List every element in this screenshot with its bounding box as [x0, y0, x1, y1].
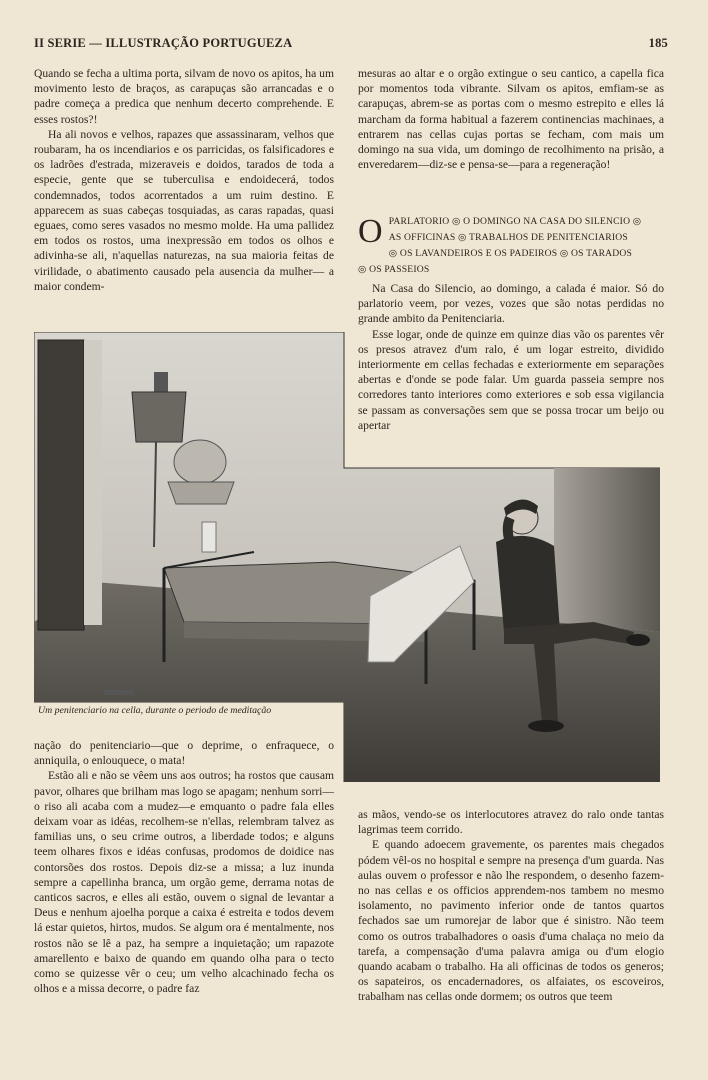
column-right-bottom: [358, 807, 664, 1067]
paragraph: Ha ali novos e velhos, rapazes que assassinaram, velhos que roubaram, ha os incendiarios e os parricidas, os falsificadores e os ladrões d'estrada, mizeraveis e doidos, tarados de toda a especie, gente que se tuberculisa e endoidecerá, todos condemnados, todos acorrentados a um ruim destino. E apparecem as suas cabeças tosquiadas, as caras rapadas, quasi eguaes, como seres vasados no mesmo molde. Ha uma pallidez em todos os rostos, uma inexpressão em todos os olhos e adivinha-se ali, n'aquellas naturezas, na sua maioria feitas de virilidade, o abatimento causado pela ausencia da mulher— a maior condem-: [34, 127, 334, 293]
illustration-caption: Um penitenciario na cella, durante o periodo de meditação: [38, 705, 272, 716]
drop-cap: O: [358, 213, 383, 250]
summary-line: ◎ OS LAVANDEIROS E OS PADEIROS ◎ OS TARADOS: [388, 248, 633, 259]
summary-line: PARLATORIO ◎ O DOMINGO NA CASA DO SILENCIO ◎: [388, 216, 642, 227]
column-left-bottom: [34, 738, 334, 1058]
running-title: II SERIE — ILLUSTRAÇÃO PORTUGUEZA: [34, 36, 293, 50]
paragraph: Na Casa do Silencio, ao domingo, a calada é maior. Só do parlatorio veem, por vezes, vozes que são notas perdidas no grande ambito da Penitenciaria.: [358, 282, 664, 326]
paragraph: Quando se fecha a ultima porta, silvam de novo os apitos, ha um movimento lesto de braços, as carapuças são arrancadas e o padre começa a predica que nenhum decerto comprehende. E esses rostos?!: [34, 67, 334, 126]
page-header: [34, 36, 668, 54]
paragraph: as mãos, vendo-se os interlocutores atravez do ralo onde tantas lagrimas teem corrido.: [358, 808, 664, 837]
paragraph: nação do penitenciario—que o deprime, o enfraquece, o anniquila, o enlouquece, o mata!: [34, 739, 334, 768]
column-right-top: [358, 66, 664, 211]
paragraph: Estão ali e não se vêem uns aos outros; ha rostos que causam pavor, olhares que brilham mas logo se apagam; nenhum sorri—o riso ali acaba com a mudez—e emquanto o padre fala elles deixam voar as idéas, recolhem-se n'ellas, relembram talvez as familias uns, o seu crime outros, a liberdade todos; e alguns teem olhares fixos e idéas confusas, prodomos de doidice nas contorsões dos rostos. Depois diz-se a missa; a luz inunda sempre a capellinha branca, um orgão geme, derrama notas de canticos sacros, e elles ali estão, ouvem o signal de levantar a Deus e nenhum ajoelha porque a caixa é estreita e todos devem lá estar quietos, hirtos, mudos. Se algum ora é mentalmente, nos rostos não se lê a paz, ha sempre a inquietação; um rapazote amarellento e baixo de quando em quando olha para o tecto como se quizesse vêr o ceu; um velho alcachinado fecha os olhos e a missa decorre, o padre faz: [34, 769, 334, 996]
paragraph: E quando adoecem gravemente, os parentes mais chegados pódem vêl-os no hospital e sempre na presença d'um guarda. Nas aulas ouvem o professor e não lhe respondem, o desenho fazem-no nas cellas e os officios apprendem-nos tambem no mesmo isolamento, no pavimento inferior onde de tantos quartos fechados sae um rumorejar de labor que é sinistro. Não teem como os outros trabalhadores o oasis d'uma chalaça no meio da tarefa, a compensação d'uma palavra amiga ou d'um elogio quando acabam o trabalho. Ha ali officinas de todos os generos; os sapateiros, os encadernadores, os alfaiates, os escoveiros, trabalham nas cellas onde dormem; os outros que teem: [358, 838, 664, 1004]
summary-line: ◎ OS PASSEIOS: [358, 264, 430, 275]
column-left-top: [34, 66, 334, 328]
summary-line: AS OFFICINAS ◎ TRABALHOS DE PENITENCIARIOS: [388, 232, 628, 243]
paragraph: Esse logar, onde de quinze em quinze dias vão os parentes vêr os presos atravez d'um ralo, é um logar estreito, dividido interiormente em cellas fechadas e exteriormente em separações abertas e d'onde se pode falar. Um guarda passeia sempre nos corredores tanto interiores como exteriores e sob essa vigilancia se passam as conversações sem que se possa trocar um beijo ou apertar: [358, 327, 664, 432]
section-summary: [358, 213, 664, 275]
paragraph: mesuras ao altar e o orgão extingue o seu cantico, a capella fica por momentos toda vibrante. Silvam os apitos, emfiam-se as carapuças, abrem-se as portas com o mesmo estrepito e elles lá marcham da forma habitual a fazerem continencias machinaes, a entrarem nas cellas cujas portas se fecham, com mais um domingo na sua vida, um domingo de recolhimento na prisão, a enveredarem—diz-se e pensa-se—para a regeneração!: [358, 67, 664, 172]
page-number: 185: [648, 36, 668, 50]
